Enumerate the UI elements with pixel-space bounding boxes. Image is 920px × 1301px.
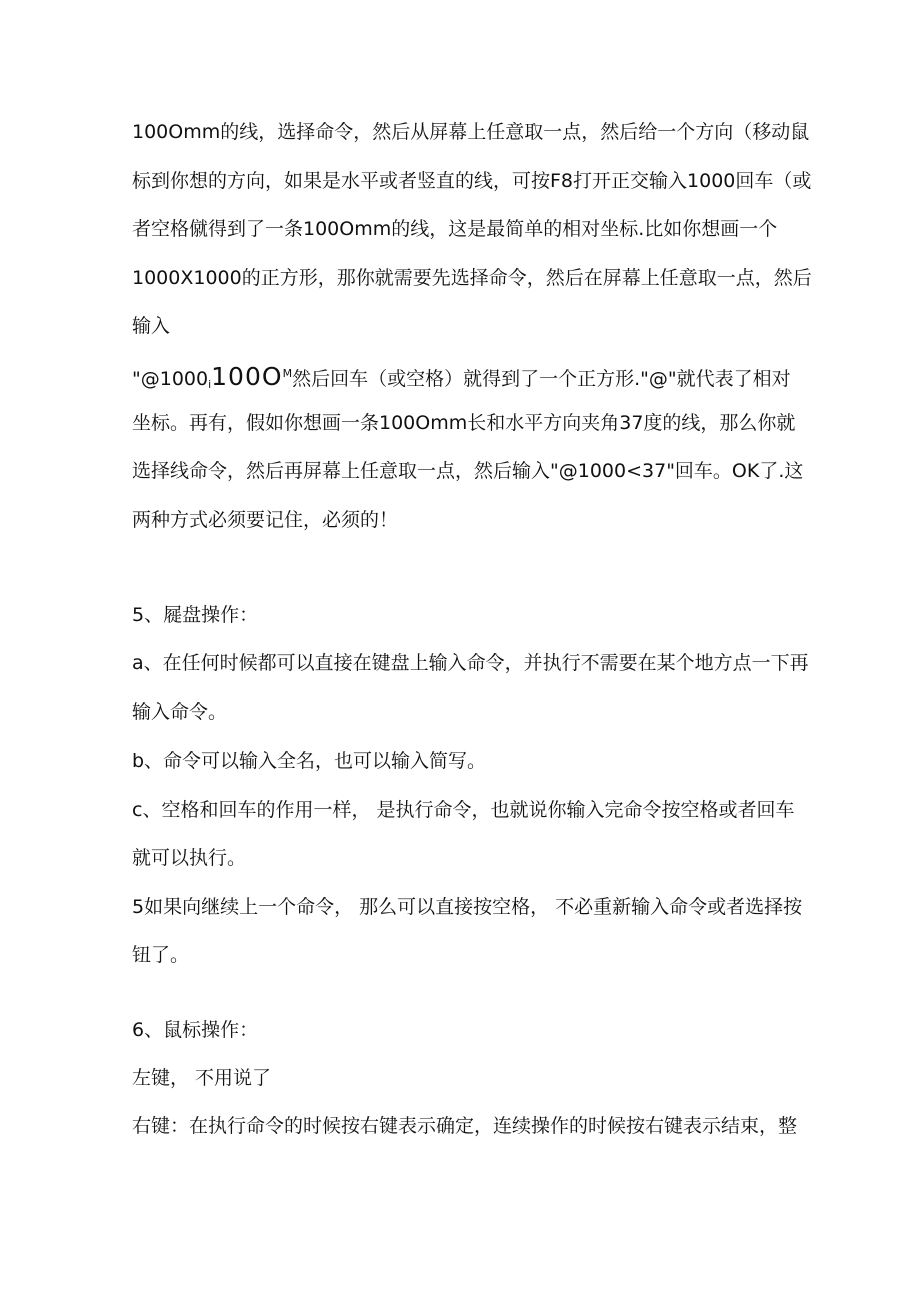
paragraph-line-1: 100Omm的线，选择命令，然后从屏幕上任意取一点，然后给一个方向（移动鼠 [132,121,810,143]
item-d-line-2: 钮了。 [132,944,190,966]
paragraph-line-8: 选择线命令，然后再屏幕上任意取一点，然后输入"@1000<37"回车。OK了.这 [132,460,804,482]
superscript-glyph: M [282,367,293,380]
coordinate-text-start: "@1000 [132,368,209,390]
paragraph-line-6 [132,361,802,398]
paragraph-line-4: 1000X1000的正方形，那你就需要先选择命令，然后在屏幕上任意取一点，然后 [132,267,812,289]
right-key-text: 右键：在执行命令的时候按右键表示确定，连续操作的时候按右键表示结束，整 [132,1115,798,1137]
subscript-glyph: i [208,378,212,391]
item-c-line-2: 就可以执行。 [132,847,247,869]
item-d-line-1: 5如果向继续上一个命令， 那么可以直接按空格， 不必重新输入命令或者选择按 [132,896,803,918]
section-6-heading: 6、鼠标操作： [132,1019,259,1041]
item-a-line-2: 输入命令。 [132,701,228,723]
paragraph-line-7: 坐标。再有，假如你想画一条100Omm长和水平方向夹角37度的线，那么你就 [132,412,796,434]
coordinate-text-end: 然后回车（或空格）就得到了一个正方形."@"就代表了相对 [292,368,791,390]
large-coordinate-text: 100O [211,362,283,391]
paragraph-line-5: 输入 [132,315,171,337]
paragraph-line-9: 两种方式必须要记住，必须的！ [132,509,399,531]
item-a-line-1: a、在任何时候都可以直接在键盘上输入命令，并执行不需要在某个地方点一下再 [132,652,809,674]
left-key-text: 左键， 不用说了 [132,1067,272,1089]
item-b: b、命令可以输入全名，也可以输入简写。 [132,750,487,772]
item-c-line-1: c、空格和回车的作用一样， 是执行命令，也就说你输入完命令按空格或者回车 [132,799,795,821]
paragraph-line-3: 者空格僦得到了一条100Omm的线，这是最简单的相对坐标.比如你想画一个 [132,218,778,240]
paragraph-line-2: 标到你想的方向，如果是水平或者竖直的线，可按F8打开正交输入1000回车（或 [132,170,812,192]
section-5-heading: 5、屣盘操作： [132,604,259,626]
